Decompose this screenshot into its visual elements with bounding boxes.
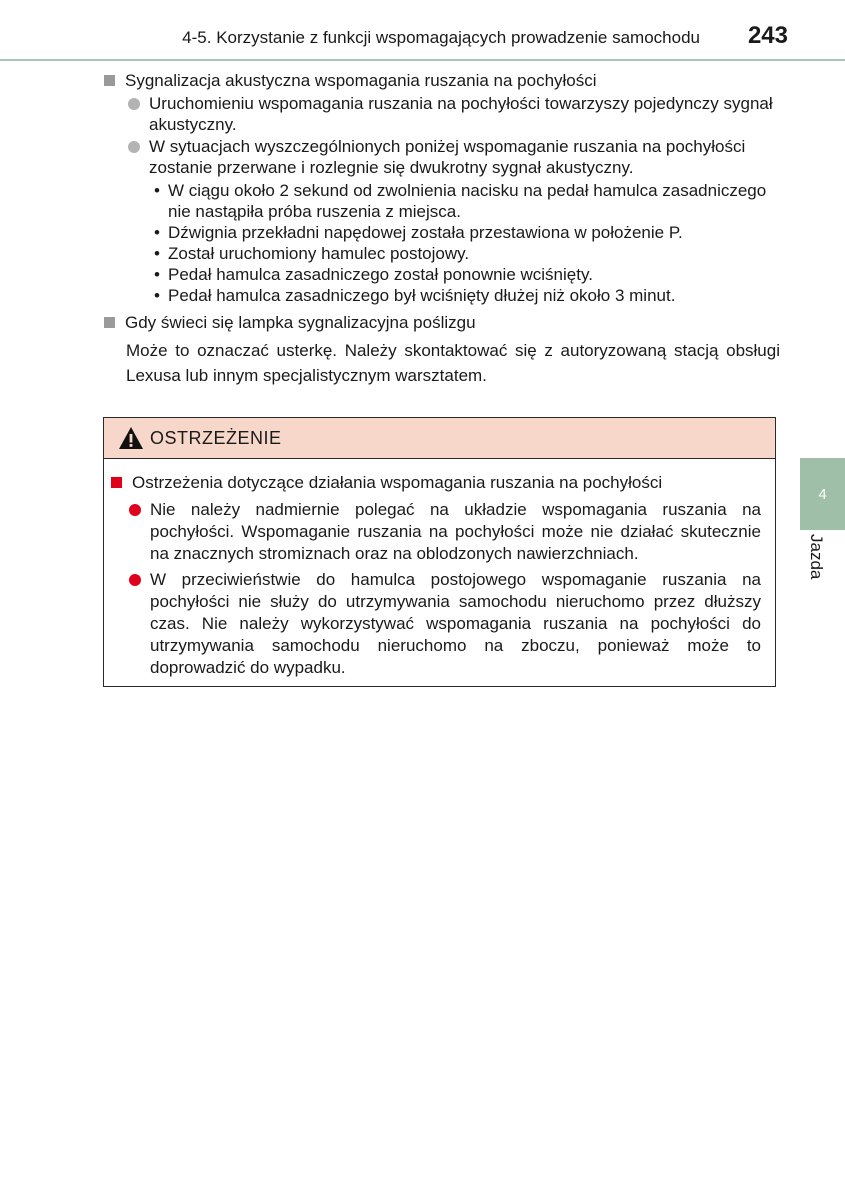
condition-item (154, 264, 780, 285)
warning-item (129, 569, 761, 679)
condition-text: Dźwignia przekładni napędowej została przestawiona w położenie P. (168, 223, 683, 242)
condition-item (154, 285, 780, 306)
warning-header (104, 418, 775, 459)
page-header (0, 0, 845, 60)
section-title: 4-5. Korzystanie z funkcji wspomagających prowadzenie samochodu (182, 28, 700, 47)
header-divider (0, 59, 845, 61)
dot-bullet-icon: • (154, 244, 160, 263)
square-bullet-icon (104, 317, 115, 328)
dot-bullet-icon: • (154, 181, 160, 200)
dot-bullet-icon: • (154, 223, 160, 242)
warning-box (103, 417, 776, 687)
main-content (104, 70, 780, 388)
list-item-text: W sytuacjach wyszczególnionych poniżej wspomaganie ruszania na pochyłości zostanie przerwane i rozlegnie się dwukrotny sygnał akustyczny. (149, 137, 746, 177)
chapter-tab: 4 (800, 458, 845, 530)
list-item (128, 93, 780, 135)
condition-list (154, 180, 780, 306)
warning-item-text: Nie należy nadmiernie polegać na układzie wspomagania ruszania na pochyłości. Wspomaganie ruszania na pochyłości może nie działać skutecznie na znacznych stromiznach oraz na oblodzonych nawierzchniach. (150, 500, 761, 563)
red-circle-bullet-icon (129, 504, 141, 516)
dot-bullet-icon: • (154, 265, 160, 284)
condition-text: Został uruchomiony hamulec postojowy. (168, 244, 470, 263)
dot-bullet-icon: • (154, 286, 160, 305)
chapter-label: Jazda (807, 534, 826, 580)
red-circle-bullet-icon (129, 574, 141, 586)
section-title-hill-start-beep: Sygnalizacja akustyczna wspomagania ruszania na pochyłości (125, 71, 597, 90)
red-square-bullet-icon (111, 477, 122, 488)
condition-text: Pedał hamulca zasadniczego został ponownie wciśnięty. (168, 265, 593, 284)
condition-text: Pedał hamulca zasadniczego był wciśnięty dłużej niż około 3 minut. (168, 286, 676, 305)
page-number: 243 (747, 22, 788, 49)
warning-title-row (111, 472, 761, 494)
condition-item (154, 180, 780, 222)
warning-header-label: OSTRZEŻENIE (150, 427, 282, 448)
section-heading (104, 312, 780, 333)
section-heading (104, 70, 780, 91)
condition-item (154, 243, 780, 264)
square-bullet-icon (104, 75, 115, 86)
condition-text: W ciągu około 2 sekund od zwolnienia nacisku na pedał hamulca zasadniczego nie nastąpiła próba ruszenia z miejsca. (168, 181, 767, 221)
list-item (128, 136, 780, 178)
circle-bullet-icon (128, 141, 140, 153)
warning-item-text: W przeciwieństwie do hamulca postojowego wspomaganie ruszania na pochyłości nie służy do utrzymywania samochodu nieruchomo przez dłuższy czas. Nie należy wykorzystywać wspomagania ruszania na pochyłości do utrzymywania samochodu nieruchomo na zboczu, ponieważ może to doprowadzić do wypadku. (150, 570, 761, 677)
warning-title: Ostrzeżenia dotyczące działania wspomagania ruszania na pochyłości (132, 473, 663, 492)
warning-item (129, 499, 761, 565)
warning-triangle-icon (118, 426, 144, 450)
condition-item (154, 222, 780, 243)
circle-bullet-icon (128, 98, 140, 110)
warning-body (104, 459, 775, 679)
section-paragraph: Może to oznaczać usterkę. Należy skontaktować się z autoryzowaną stacją obsługi Lexusa lub innym specjalistycznym warsztatem. (126, 341, 780, 385)
list-item-text: Uruchomieniu wspomagania ruszania na pochyłości towarzyszy pojedynczy sygnał akustyczny. (149, 94, 773, 134)
section-title-slip-indicator: Gdy świeci się lampka sygnalizacyjna poślizgu (125, 313, 476, 332)
